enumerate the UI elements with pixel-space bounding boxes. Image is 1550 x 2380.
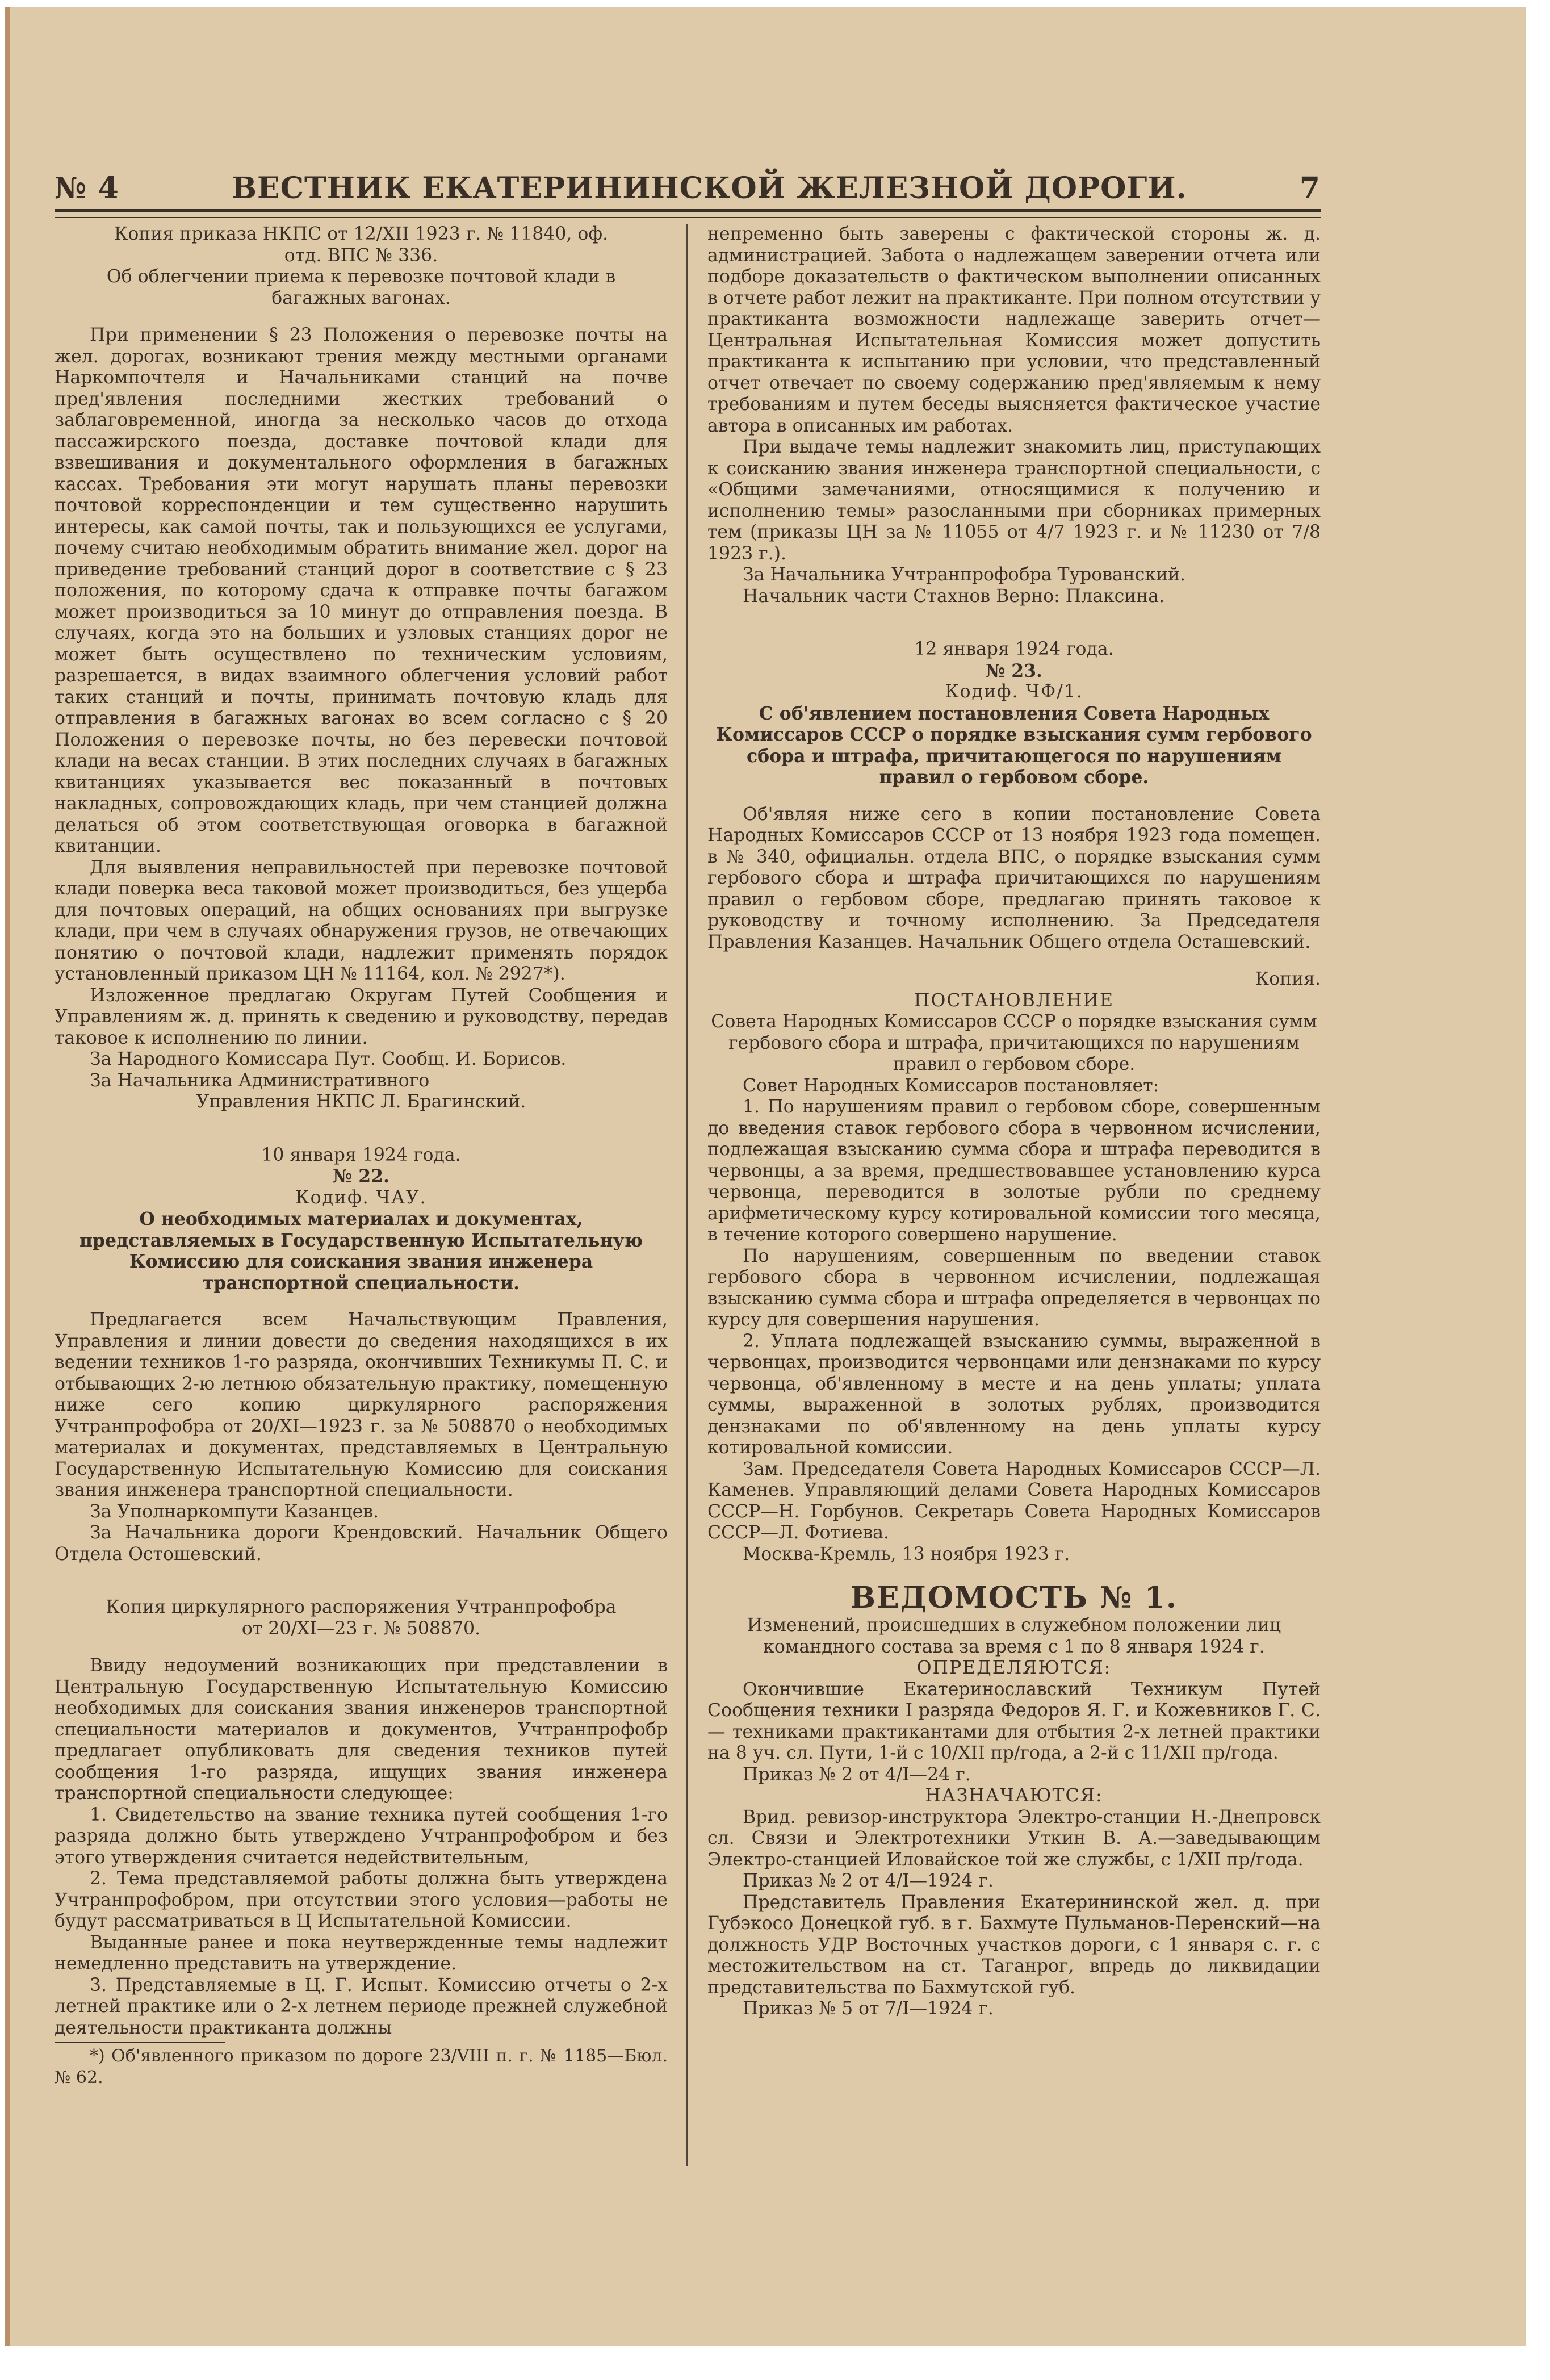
paragraph: Об'являя ниже сего в копии постановление Совета Народных Комиссаров СССР от 13 ноября 1923 года помещен. в № 340, официальн. отдела ВПС, о порядке взыскания сумм гербового сбора и штрафа причитающихся по нарушениям правил о гербовом сборе, предлагаю принять таковое к руководству и точному исполнению. За Председателя Правления Казанцев. Начальник Общего отдела Осташевский.	[707, 804, 1321, 952]
paragraph: Москва-Кремль, 13 ноября 1923 г.	[743, 1544, 1070, 1565]
journal-title: ВЕСТНИК ЕКАТЕРИНИНСКОЙ ЖЕЛЕЗНОЙ ДОРОГИ.	[232, 171, 1187, 206]
paragraph: непременно быть заверены с фактической стороны ж. д. администрацией. Забота о надлежащем заверении отчета или подборе доказательств о фактическом выполнении описанных в отчете работ лежит на практиканте. При полном отсутствии у практиканта возможности надлежаще заверить отчет—Центральная Испытательная Комиссия может допустить практиканта к испытанию при условии, что представленный отчет отвечает по своему содержанию пред'являемым к нему требованиям и путем беседы выясняется фактическое участие автора в описанных им работах.	[707, 224, 1321, 436]
order-code: Кодиф. ЧФ/1.	[945, 681, 1083, 702]
paragraph: Врид. ревизор-инструктора Электро-станции Н.-Днепровск сл. Связи и Электротехники Уткин В. А.—заведывающим Электро-станцией Иловайское той же службы, с 1/XII пр/года.	[707, 1806, 1321, 1870]
paragraph: 1. Свидетельство на звание техника путей сообщения 1-го разряда должно быть утверждено Учтранпрофобром и без этого утверждения считается недействительным,	[55, 1804, 668, 1868]
order-subject: Об облегчении приема к перевозке почтовой клади в	[106, 266, 616, 287]
copy-title: от 20/XI—23 г. № 508870.	[241, 1618, 481, 1639]
order-reference: Приказ № 5 от 7/I—1924 г.	[743, 1998, 994, 2019]
paragraph: Совет Народных Комиссаров постановляет:	[743, 1075, 1159, 1096]
order-number: № 22.	[332, 1166, 389, 1187]
signature: За Уполнаркомпути Казанцев.	[90, 1501, 379, 1522]
order-heading: О необходимых материалах и документах, представляемых в Государственную Испытательную Комиссию для соискания звания инженера транспортной специальности.	[79, 1208, 643, 1294]
page	[55, 161, 1321, 2206]
resolution-subtitle: Совета Народных Комиссаров СССР о порядке взыскания сумм гербового сбора и штрафа, причитающихся по нарушениям правил о гербовом сборе.	[711, 1011, 1317, 1074]
paragraph: Изложенное предлагаю Округам Путей Сообщения и Управлениям ж. д. принять к сведению и руководству, передав таковое к исполнению по линии.	[55, 985, 668, 1048]
order-heading: С об'явлением постановления Совета Народных Комиссаров СССР о порядке взыскания сумм гербового сбора и штрафа, причитающегося по нарушениям правил о гербовом сборе.	[716, 702, 1312, 788]
footnote: *) Об'явленного приказом по дороге 23/VIII п. г. № 1185—Бюл. № 62.	[55, 2046, 668, 2088]
left-column	[55, 224, 668, 2088]
signature: Управления НКПС Л. Брагинский.	[196, 1091, 526, 1112]
vedomost-title: ВЕДОМОСТЬ № 1.	[851, 1580, 1178, 1615]
order-number: № 23.	[985, 660, 1042, 681]
paragraph: Зам. Председателя Совета Народных Комиссаров СССР—Л. Каменев. Управляющий делами Совета Народных Комиссаров СССР—Н. Горбунов. Секретарь Совета Народных Комиссаров СССР—Л. Фотиева.	[707, 1458, 1321, 1543]
paragraph: 3. Представляемые в Ц. Г. Испыт. Комиссию отчеты о 2-х летней практике или о 2-х летнем периоде прежней служебной деятельности практиканта должны	[55, 1975, 668, 2038]
section-heading: НАЗНАЧАЮТСЯ:	[925, 1785, 1103, 1806]
order-reference: Приказ № 2 от 4/I—24 г.	[743, 1764, 971, 1785]
signature: За Народного Комиссара Пут. Сообщ. И. Борисов.	[90, 1049, 567, 1069]
paragraph: При применении § 23 Положения о перевозке почты на жел. дорогах, возникают трения между местными органами Наркомпочтеля и Начальниками станций на почве пред'явления последними жестких требований о заблаговременной, иногда за несколько часов до отхода пассажирского поезда, доставке почтовой клади для взвешивания и документального оформления в багажных кассах. Требования эти могут нарушать планы перевозки почтовой корреспонденции и тем существенно нарушить интересы, как самой почты, так и пользующихся ее услугами, почему считаю необходимым обратить внимание жел. дорог на приведение требований станций дорог в соответствие с § 23 положения, по которому сдача к отправке почты багажом может производиться за 10 минут до отправления поезда. В случаях, когда это на больших и узловых станциях дорог не может быть осуществлено по техническим условиям, разрешается, в видах взаимного облегчения условий работ таких станций и почты, принимать почтовую кладь для отправления в багажных вагонах во всем согласно с § 20 Положения о перевозке почты, но без перевески почтовой клади на весах станции. В этих последних случаях в багажных квитанциях указывается вес показанный в почтовых накладных, сопровождающих кладь, при чем станцией должна делаться об этом соответствующая оговорка в багажной квитанции.	[55, 325, 668, 856]
paragraph: Предлагается всем Начальствующим Правления, Управления и линии довести до сведения находящихся в их ведении техников 1-го разряда, окончивших Техникумы П. С. и отбывающих 2-ю летнюю обязательную практику, помещенную ниже сего копию циркулярного распоряжения Учтранпрофобра от 20/XI—1923 г. за № 508870 о необходимых материалах и документах, представляемых в Центральную Государственную Испытательную Комиссию для соискания звания инженера транспортной специальности.	[55, 1310, 668, 1500]
order-title: Копия приказа НКПС от 12/XII 1923 г. № 11840, оф.	[114, 224, 609, 244]
order-date: 10 января 1924 года.	[261, 1144, 461, 1165]
right-column	[707, 224, 1321, 2020]
order-date: 12 января 1924 года.	[914, 639, 1114, 659]
paragraph: 1. По нарушениям правил о гербовом сборе, совершенным до введения ставок гербового сбора в червонном исчислении, подлежащая взысканию сумма сбора и штрафа переводится в червонцы, а за время, предшествовавшее установлению курса червонца, переводится в золотые рубли по среднему арифметическому курсу котировальной комиссии того месяца, в течение которого совершено нарушение.	[707, 1097, 1321, 1245]
section-heading: ОПРЕДЕЛЯЮТСЯ:	[916, 1658, 1112, 1678]
vedomost-subtitle: Изменений, происшедших в служебном положении лиц командного состава за время с 1 по 8 января 1924 г.	[747, 1615, 1281, 1657]
paragraph: Для выявления неправильностей при перевозке почтовой клади поверка веса таковой может производиться, без ущерба для почтовых операций, на общих основаниях при выгрузке клади, при чем в случаях обнаружения грузов, не отвечающих понятию о почтовой клади, надлежит применять порядок установленный приказом ЦН № 11164, кол. № 2927*).	[55, 857, 668, 984]
paragraph: При выдаче темы надлежит знакомить лиц, приступающих к соисканию звания инженера транспортной специальности, с «Общими замечаниями, относящимися к получению и исполнению темы» разосланными при сборниках примерных тем (приказы ЦН за № 11055 от 4/7 1923 г. и № 11230 от 7/8 1923 г.).	[707, 437, 1321, 564]
page-header	[55, 161, 1321, 212]
order-code: Кодиф. ЧАУ.	[295, 1187, 427, 1208]
paragraph: 2. Уплата подлежащей взысканию суммы, выраженной в червонцах, производится червонцами или дензнаками по курсу червонца, об'явленному в месте и на день уплаты; уплата суммы, выраженной в золотых рублях, производится дензнаками по об'явленному на день уплаты курсу котировальной комиссии.	[707, 1331, 1321, 1458]
column-divider	[686, 224, 688, 2166]
order-title: отд. ВПС № 336.	[284, 245, 438, 266]
paper-sheet	[5, 7, 1526, 2346]
resolution-title: ПОСТАНОВЛЕНИЕ	[914, 990, 1114, 1011]
paragraph: Окончившие Екатеринославский Техникум Путей Сообщения техники I разряда Федоров Я. Г. и Кожевников Г. С.— техниками практикантами для отбытия 2-х летней практики на 8 уч. сл. Пути, 1-й с 10/XII пр/года, а 2-й с 11/XII пр/года.	[707, 1679, 1321, 1763]
signature: За Начальника Учтранпрофобра Турованский.	[743, 564, 1186, 585]
signature: Начальник части Стахнов Верно: Плаксина.	[743, 585, 1165, 606]
page-number: 7	[1299, 171, 1321, 206]
header-rule	[55, 217, 1321, 218]
signature: За Начальника Административного	[90, 1070, 430, 1091]
order-reference: Приказ № 2 от 4/I—1924 г.	[743, 1871, 994, 1891]
paragraph: Ввиду недоумений возникающих при представлении в Центральную Государственную Испытательную Комиссию необходимых для соискания звания инженеров транспортной специальности материалов и документов, Учтранпрофобр предлагает опубликовать для сведения техников путей сообщения 1-го разряда, ищущих звания инженера транспортной специальности следующее:	[55, 1655, 668, 1804]
paragraph: Представитель Правления Екатерининской жел. д. при Губэкосо Донецкой губ. в г. Бахмуте Пульманов-Перенский—на должность УДР Восточных участков дороги, с 1 января с. г. с местожительством на ст. Таганрог, впредь до ликвидации представительства по Бахмутской губ.	[707, 1892, 1321, 1998]
copy-title: Копия циркулярного распоряжения Учтранпрофобра	[106, 1597, 617, 1617]
paragraph: 2. Тема представляемой работы должна быть утверждена Учтранпрофобром, при отсутствии этого условия—работы не будут рассматриваться в Ц Испытательной Комиссии.	[55, 1868, 668, 1931]
issue-number: № 4	[55, 171, 119, 206]
signature: За Начальника дороги Крендовский. Начальник Общего Отдела Остошевский.	[55, 1522, 668, 1565]
order-subject: багажных вагонах.	[271, 287, 451, 308]
copy-label: Копия.	[1255, 969, 1321, 989]
paragraph: Выданные ранее и пока неутвержденные темы надлежит немедленно представить на утверждение.	[55, 1932, 668, 1974]
footnote-rule	[55, 2042, 225, 2043]
paragraph: По нарушениям, совершенным по введении ставок гербового сбора в червонном исчислении, подлежащая взысканию сумма сбора и штрафа определяется в червонцах по курсу для совершения нарушения.	[707, 1245, 1321, 1330]
